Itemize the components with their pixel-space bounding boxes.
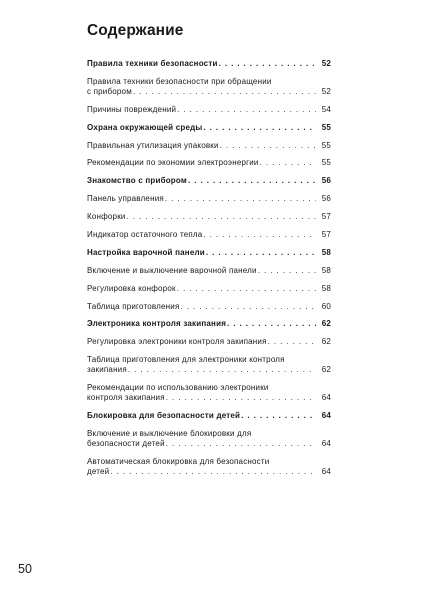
toc-entry-line — [87, 393, 331, 403]
toc-entry-text: Конфорки — [87, 212, 126, 222]
toc-entry-text: детей — [87, 466, 110, 476]
toc-entry-line — [87, 383, 331, 393]
toc-entry-line — [87, 230, 331, 240]
toc-page-number: 56 — [321, 176, 331, 186]
toc-entry-line — [87, 105, 331, 115]
toc-entry-text: Правила техники безопасности при обращении — [87, 76, 272, 86]
toc-entry-text: Регулировка конфорок — [87, 283, 176, 293]
toc-page-number: 62 — [321, 319, 331, 329]
toc-entry-text: Панель управления — [87, 194, 164, 204]
toc-page-number: 55 — [321, 158, 331, 168]
toc-entry-text: Регулировка электроники контроля закипания — [87, 337, 267, 347]
dot-leader — [203, 123, 316, 133]
toc-entry-text: Правила техники безопасности — [87, 59, 218, 68]
toc-entry-line — [87, 194, 331, 204]
toc-entry-line — [87, 365, 331, 375]
toc-entry-text: Рекомендации по использованию электроники — [87, 383, 269, 393]
dot-leader — [177, 284, 316, 294]
toc-entry — [87, 355, 331, 375]
toc-page-number: 64 — [321, 411, 331, 421]
toc-entry-text: Охрана окружающей среды — [87, 122, 203, 132]
toc-entry-line — [87, 319, 331, 329]
toc-entry — [87, 212, 331, 222]
page-number: 50 — [18, 562, 32, 576]
toc-entry — [87, 59, 331, 69]
toc-entry-line — [87, 87, 331, 97]
toc-entry-line — [87, 176, 331, 186]
toc-entry-line — [87, 123, 331, 133]
toc-entry-line — [87, 467, 331, 477]
toc-page-number: 57 — [321, 230, 331, 240]
toc-page-number: 58 — [321, 265, 331, 275]
toc-page-number: 57 — [321, 212, 331, 222]
dot-leader — [166, 393, 316, 403]
toc-entry-text: Включение и выключение варочной панели — [87, 265, 257, 275]
toc-page-number: 64 — [321, 466, 331, 476]
dot-leader — [165, 194, 316, 204]
toc-entry-text: безопасности детей — [87, 438, 165, 448]
toc-entry-text: Причины повреждений — [87, 104, 177, 114]
toc-entry-text: Настройка варочной панели — [87, 247, 205, 257]
toc-page-number: 52 — [321, 86, 331, 96]
toc-entry-text: Таблица приготовления для электроники контроля — [87, 355, 285, 365]
dot-leader — [206, 248, 316, 258]
toc-entry-text: Таблица приготовления — [87, 301, 180, 311]
toc-entry-line — [87, 77, 331, 87]
toc-entry-line — [87, 158, 331, 168]
toc-entry-text: Правильная утилизация упаковки — [87, 140, 219, 150]
toc-entry — [87, 230, 331, 240]
toc-page-number: 58 — [321, 247, 331, 257]
dot-leader — [166, 439, 316, 449]
toc-entry-text: Блокировка для безопасности детей — [87, 411, 241, 421]
dot-leader — [258, 266, 316, 276]
toc-page-number: 56 — [321, 194, 331, 204]
toc-entry-line — [87, 248, 331, 258]
toc-entry-line — [87, 212, 331, 222]
dot-leader — [127, 212, 316, 222]
toc-page-number: 60 — [321, 301, 331, 311]
toc-entry — [87, 105, 331, 115]
toc-entry — [87, 248, 331, 258]
toc-entry — [87, 429, 331, 449]
toc-entry-text: с прибором — [87, 86, 132, 96]
dot-leader — [188, 176, 316, 186]
toc-page-number: 64 — [321, 438, 331, 448]
toc-page-number: 52 — [321, 59, 331, 68]
toc-page-number: 54 — [321, 104, 331, 114]
toc-entry-text: Автоматическая блокировка для безопасности — [87, 456, 270, 466]
dot-leader — [241, 411, 316, 421]
dot-leader — [203, 230, 316, 240]
toc-entry — [87, 141, 331, 151]
dot-leader — [260, 158, 316, 168]
toc-entry-text: контроля закипания — [87, 393, 165, 403]
toc-entry-line — [87, 439, 331, 449]
toc-entry-text: закипания — [87, 365, 127, 375]
toc-entry-text: Электроника контроля закипания — [87, 319, 227, 329]
toc-entry — [87, 383, 331, 403]
dot-leader — [227, 319, 316, 329]
toc-entry-line — [87, 59, 331, 69]
toc-entry — [87, 337, 331, 347]
toc-page-number: 55 — [321, 140, 331, 150]
toc-entry-text: Индикатор остаточного тепла — [87, 230, 203, 240]
toc-page-number: 58 — [321, 283, 331, 293]
dot-leader — [268, 337, 316, 347]
toc-entry — [87, 123, 331, 133]
dot-leader — [220, 141, 316, 151]
dot-leader — [133, 87, 316, 97]
page-title: Содержание — [87, 22, 184, 39]
toc-entry-line — [87, 302, 331, 312]
toc-page-number: 62 — [321, 365, 331, 375]
toc-page-number: 62 — [321, 337, 331, 347]
dot-leader — [219, 59, 316, 69]
toc-entry-line — [87, 355, 331, 365]
toc-entry — [87, 266, 331, 276]
toc-entry — [87, 302, 331, 312]
toc-entry — [87, 284, 331, 294]
toc-entry-line — [87, 457, 331, 467]
dot-leader — [128, 365, 316, 375]
toc-page-number: 55 — [321, 122, 331, 132]
toc-entry-line — [87, 337, 331, 347]
toc-entry — [87, 158, 331, 168]
toc-entry — [87, 194, 331, 204]
dot-leader — [180, 302, 316, 312]
toc-entry-line — [87, 411, 331, 421]
toc-entry-line — [87, 266, 331, 276]
toc-entry-text: Рекомендации по экономии электроэнергии — [87, 158, 259, 168]
toc-entry — [87, 457, 331, 477]
toc-entry-line — [87, 141, 331, 151]
toc-entry — [87, 77, 331, 97]
toc-page-number: 64 — [321, 393, 331, 403]
toc-entry-line — [87, 429, 331, 439]
toc-entry — [87, 176, 331, 186]
toc-entry-text: Включение и выключение блокировки для — [87, 428, 252, 438]
toc-entry — [87, 319, 331, 329]
toc-entry — [87, 411, 331, 421]
dot-leader — [177, 105, 316, 115]
toc-entry-line — [87, 284, 331, 294]
dot-leader — [110, 467, 316, 477]
toc-entry-text: Знакомство с прибором — [87, 176, 187, 186]
table-of-contents — [87, 59, 331, 485]
